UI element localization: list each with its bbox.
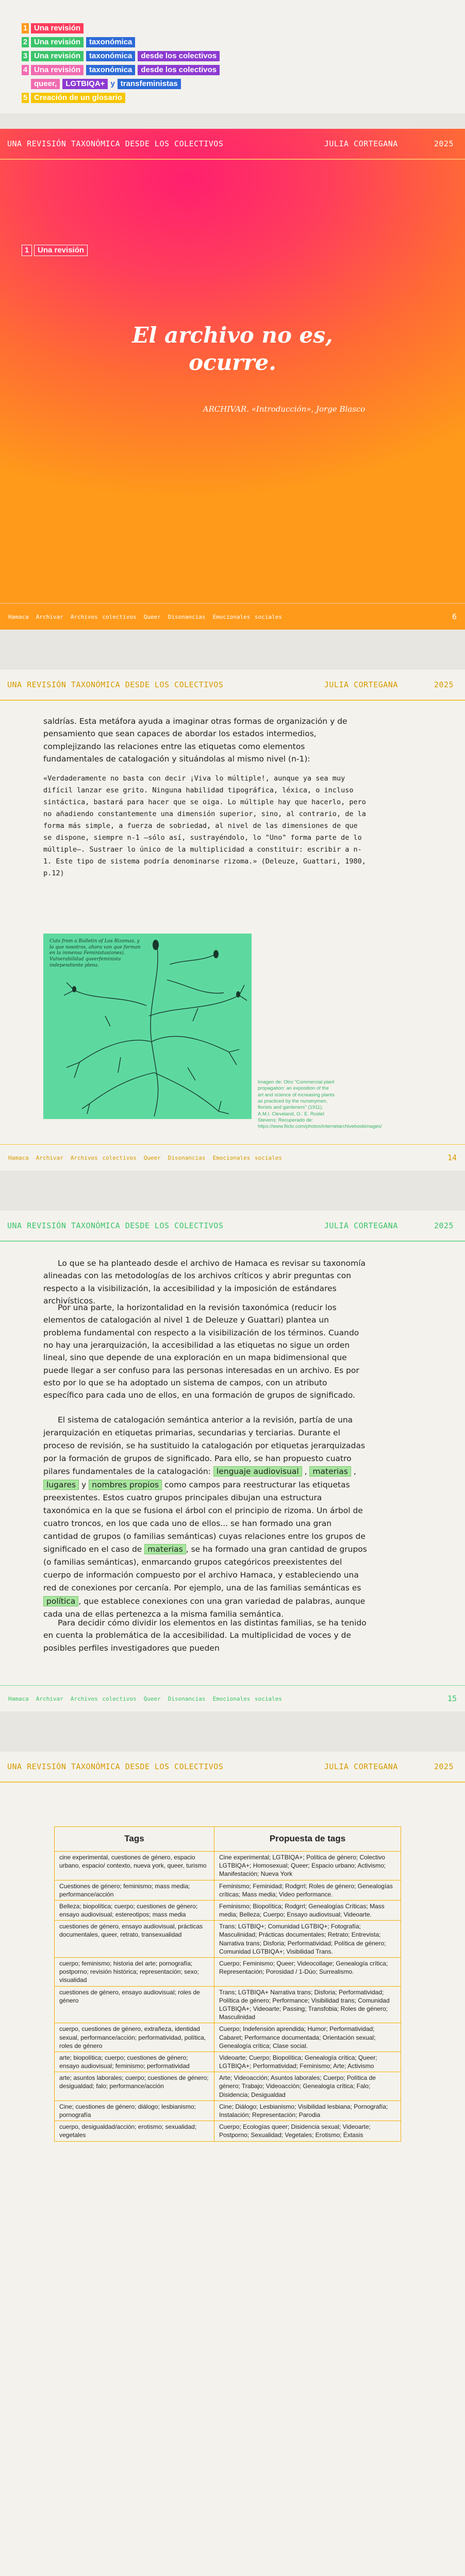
cell-original-tags: cuerpo, desigualdad/acción; erotismo; sexualidad; vegetales	[55, 2121, 214, 2141]
toc-tag: taxonómica	[86, 65, 135, 75]
chapter-title-line2: ocurre.	[189, 349, 276, 375]
page-header	[0, 670, 465, 700]
header-author: JULIA CORTEGANA	[324, 1221, 398, 1230]
rhizome-page	[0, 670, 465, 1171]
paragraph: Por una parte, la horizontalidad en la revisión taxonómica (reducir los elementos de catalogación al nivel 1 de Deleuze y Guattari) plantea un problema fundamental con respecto a la visibilización de los términos. Cuando no hay una jerarquización, la accesibilidad a las etiquetas no sigue un orden lineal, sino que depende de una exploración en un mapa bidimensional que puede llegar a ser confuso para las personas interesadas en un archivo. Es por esto por lo que se ha adoptado un sistema de campos, con un atributo específico para cada uno de ellos, en una formación de grupos de significado.	[43, 1303, 359, 1400]
table-row	[55, 1921, 401, 1958]
table-row	[55, 2023, 401, 2052]
cell-original-tags: cuestiones de género, ensayo audiovisual, prácticas documentales, queer, retrato, transexualidad	[55, 1921, 214, 1958]
paragraph: saldrías. Esta metáfora ayuda a imaginar otras formas de organización y de pensamiento que sean capaces de abordar los estados intermedios, complejizando las relaciones entre las etiquetas como elementos fundamentales de catalogación y situándolas al mismo nivel (n-1):	[43, 717, 347, 764]
page-number: 14	[447, 1153, 457, 1162]
header-year: 2025	[434, 1221, 454, 1230]
table-of-contents	[22, 22, 222, 105]
tags-table	[54, 1826, 401, 2142]
footer-link-archivar[interactable]: Archivar	[36, 1154, 63, 1161]
paragraph: Lo que se ha planteado desde el archivo de Hamaca es revisar su taxonomía alineadas con las metodologías de los archivos críticos y abrir preguntas con respecto a la visibilización, la accesibilidad y la imposición de estándares archivísticos.	[43, 1259, 366, 1306]
header-divider	[0, 1241, 465, 1242]
cell-proposed-tags: Cine; Diálogo; Lesbianismo; Visibilidad lesbiana; Pornografía; Instalación; Representación; Parodia	[214, 2100, 401, 2121]
header-author: JULIA CORTEGANA	[324, 139, 398, 148]
footer-link-archivos-colectivos[interactable]: Archivos colectivos	[70, 1154, 137, 1161]
cell-original-tags: cine experimental, cuestiones de género, espacio urbano, espacio/ contexto, nueva york, queer, turismo	[55, 1851, 214, 1880]
page-footer	[0, 1145, 465, 1171]
tag-lenguaje-audiovisual[interactable]: lenguaje audiovisual	[213, 1466, 302, 1477]
footer-link-hamaca[interactable]: Hamaca	[8, 1695, 29, 1702]
cell-proposed-tags: Feminismo; Feminidad; Rodgrrl; Roles de género; Genealogías críticas; Mass media; Video performance.	[214, 1880, 401, 1900]
cell-proposed-tags: Arte; Videoacción; Asuntos laborales; Cuerpo; Política de género; Trabajo; Videoacción; Genealogía crítica; Falo; Disidencia; Desigualdad	[214, 2072, 401, 2101]
toc-row[interactable]	[22, 22, 222, 35]
footer-link-emocionales[interactable]: Emocionales sociales	[212, 1695, 283, 1702]
text-run: , que establece conexiones con una gran variedad de palabras, aunque cada una de ellas pertenezca a la misma familia semántica.	[43, 1596, 366, 1619]
figure-caption: Imagen de: Otro "Commercial plant propagation: an exposition of the art and science of increasing plants as practiced by the nurserymen, florists and gardeners" (1911). A.M.I. Cleveland, O.: E. Rostel Stevens; Recuperado de: https://www.flickr.com/photos/internetarchivebookimages/	[258, 1079, 382, 1130]
block-quote: «Verdaderamente no basta con decir ¡Viva lo múltiple!, aunque ya sea muy difícil lanzar ese grito. Ninguna habilidad tipográfica, léxica, o incluso sintáctica, bastará para hacer que se oiga. Lo múltiple hay que hacerlo, pero no añadiendo constantemente una dimensión superior, sino, al contrario, de la forma más simple, a fuerza de sobriedad, al nivel de las dimensiones de que se dispone, siempre n-1 –sólo así, sustrayéndolo, lo "Uno" forma parte de lo múltiple–. Sustraer lo único de la multiplicidad a constituir: escribir a n-1. Este tipo de sistema podría denominarse rizoma.» (Deleuze, Guattari, 1980, p.12)	[43, 774, 366, 877]
header-author: JULIA CORTEGANA	[324, 680, 398, 689]
footer-link-emocionales[interactable]: Emocionales sociales	[212, 613, 283, 620]
cell-proposed-tags: Trans; LGTBIQ+; Comunidad LGTBIQ+; Fotografía; Masculinidad; Prácticas documentales; Retrato; Entrevista; Narrativa trans; Disforia; Performatividad; Política de género; Comunidad LGTBIQA+; Visibilidad Trans.	[214, 1921, 401, 1958]
cell-proposed-tags: Cuerpo; Ecologías queer; Disidencia sexual; Videoarte; Postporno; Sexualidad; Vegetales; Erotismo; Éxtasis	[214, 2121, 401, 2141]
chapter-badge	[22, 245, 88, 256]
toc-tag: queer,	[31, 79, 60, 89]
table-row	[55, 2072, 401, 2101]
cell-original-tags: cuerpo; feminismo; historia del arte; pornografía; postporno; revisión histórica; representación; sexo; visualidad	[55, 1958, 214, 1987]
cell-original-tags: cuestiones de género, ensayo audiovisual; roles de género	[55, 1986, 214, 2023]
toc-tag: Una revisión	[31, 51, 84, 61]
page-header	[0, 1211, 465, 1241]
cell-proposed-tags: Feminismo; Biopolítica; Rodgrrl; Genealogías Críticas; Mass media; Belleza; Cuerpo; Ensayo audiovisual; Videoarte.	[214, 1900, 401, 1920]
cell-original-tags: Cuestiones de género; feminismo; mass media; performance/acción	[55, 1880, 214, 1900]
column-header-proposal: Propuesta de tags	[214, 1827, 401, 1852]
taxonomy-text-page	[0, 1211, 465, 1711]
header-title: UNA REVISIÓN TAXONÓMICA DESDE LOS COLECTIVOS	[7, 1221, 224, 1230]
tag-materias[interactable]: materias	[309, 1466, 351, 1477]
chapter-citation: ARCHIVAR. «Introducción», Jorge Blasco	[203, 404, 366, 414]
table-row	[55, 1851, 401, 1880]
cell-original-tags: Belleza; biopolítica; cuerpo; cuestiones de género; ensayo audiovisual; estereotipos; mass media	[55, 1900, 214, 1920]
toc-tag: Una revisión	[31, 23, 84, 33]
page-footer	[0, 604, 465, 630]
text-run: El sistema de catalogación semántica anterior a la revisión, partía de una jerarquización en etiquetas primarias, secundarias y terciarias. Durante el proceso de revisión, se ha sustituido la catalogación por etiquetas jerarquizadas por la formación de grupos de significado. Para ello, se han propuesto cuatro pilares fundamentales de la catalogación:	[43, 1415, 366, 1477]
footer-link-archivar[interactable]: Archivar	[36, 1695, 63, 1702]
header-year: 2025	[434, 680, 454, 689]
page-header	[0, 129, 465, 159]
tag-lugares[interactable]: lugares	[43, 1480, 79, 1490]
table-row	[55, 2121, 401, 2141]
table-row	[55, 1900, 401, 1920]
header-divider	[0, 700, 465, 701]
toc-tag: desde los colectivos	[138, 51, 220, 61]
footer-link-queer[interactable]: Queer	[143, 1154, 161, 1161]
table-row	[55, 2052, 401, 2072]
table-row	[55, 1880, 401, 1900]
table-body	[55, 1851, 401, 2141]
page-number: 6	[452, 612, 457, 621]
toc-row[interactable]	[22, 49, 222, 62]
footer-link-hamaca[interactable]: Hamaca	[8, 1154, 29, 1161]
header-title: UNA REVISIÓN TAXONÓMICA DESDE LOS COLECTIVOS	[7, 1762, 224, 1771]
footer-link-hamaca[interactable]: Hamaca	[8, 613, 29, 620]
header-year: 2025	[434, 1762, 454, 1771]
toc-number: 2	[22, 37, 29, 47]
toc-row[interactable]	[22, 63, 222, 76]
page-number: 15	[447, 1694, 457, 1703]
header-title: UNA REVISIÓN TAXONÓMICA DESDE LOS COLECTIVOS	[7, 680, 224, 689]
cell-original-tags: arte; asuntos laborales; cuerpo; cuestiones de género; desigualdad; falo; performance/acción	[55, 2072, 214, 2101]
footer-links	[8, 614, 452, 620]
tag-politica[interactable]: política	[43, 1596, 78, 1606]
table-row	[55, 2100, 401, 2121]
footer-link-archivar[interactable]: Archivar	[36, 613, 63, 620]
footer-link-disonancias[interactable]: Disonancias	[168, 613, 206, 620]
paragraph-highlights: El sistema de catalogación semántica anterior a la revisión, partía de una jerarquización en etiquetas primarias, secundarias y terciarias. Durante el proceso de revisión, se ha sustituido la catalogación por etiquetas jerarquizadas por la formación de grupos de significado. Para ello, se han propuesto cuatro pilares fundamentales de la catalogación: lenguaje audiovisual , materias , lugares y nombres propios como campos para reestructurar las etiquetas preexistentes. Estos cuatro grupos principales dibujan una estructura taxonómica en la que se fusiona el árbol con el principio de rizoma. Un árbol de cuatro troncos, en los que cada uno de ellos... se han formado una gran cantidad de grupos (o familias semánticas) cuyas relaciones entre los grupos de significado en el caso de materias , se ha formado una gran cantidad de grupos (o familias semánticas), enmarcando grupos categóricos preexistentes del cuerpo de información compuesto por el archivo Hamaca, y estableciendo una red de conexiones por cercanía. Por ejemplo, una de las familias semánticas es política , que establece conexiones con una gran variedad de palabras, aunque cada una de ellas pertenezca a la misma familia semántica.	[43, 1415, 367, 1619]
text-run: , se ha formado una gran cantidad de grupos (o familias semánticas), enmarcando grupos categóricos preexistentes del cuerpo de información compuesto por el archivo Hamaca, y estableciendo una red de conexiones por cercanía. Por ejemplo, una de las familias semánticas es	[43, 1545, 367, 1593]
footer-link-queer[interactable]: Queer	[143, 613, 161, 620]
rhizome-illustration	[43, 934, 252, 1119]
toc-tag: Una revisión	[31, 65, 84, 75]
tag-nombres-propios[interactable]: nombres propios	[89, 1480, 162, 1490]
chapter-title-line1: El archivo no es,	[132, 323, 333, 348]
toc-tag: Creación de un glosario	[31, 93, 125, 103]
toc-row[interactable]	[22, 77, 222, 90]
cell-proposed-tags: Videoarte; Cuerpo; Biopolítica; Genealogía crítica; Queer; LGTBIQA+; Performatividad; Feminismo; Arte; Activismo	[214, 2052, 401, 2072]
toc-number: 5	[22, 93, 29, 103]
footer-link-disonancias[interactable]: Disonancias	[168, 1154, 206, 1161]
footer-links	[8, 1696, 447, 1702]
header-divider	[0, 1782, 465, 1783]
rhizome-drawing	[43, 934, 252, 1119]
toc-row[interactable]	[22, 36, 222, 48]
toc-tag: transfeministas	[118, 79, 181, 89]
page-header	[0, 1752, 465, 1782]
toc-tag: desde los colectivos	[138, 65, 220, 75]
footer-link-archivos-colectivos[interactable]: Archivos colectivos	[70, 613, 137, 620]
figure-inset-text: Cuts from a Bulletin of Los Rizomas, y lo que nosotros, ahora van que forman en la inmensa Feministas(ones). Vulnerabilidad queerfeminista independiente plena.	[49, 939, 141, 968]
cell-original-tags: cuerpo, cuestiones de género, extrañeza, identidad sexual, performance/acción; performatividad, política, roles de género	[55, 2023, 214, 2052]
tag-materias-2[interactable]: materias	[144, 1544, 186, 1554]
paragraph: Para decidir cómo dividir los elementos en las distintas familias, se ha tenido en cuenta la problemática de la accesibilidad. La multiplicidad de voces y de posibles perfiles investigadores que pueden	[43, 1618, 367, 1653]
toc-number: 1	[22, 23, 29, 33]
cell-proposed-tags: Cine experimental; LGTBIQA+; Política de género; Colectivo LGTBIQA+; Homosexual; Queer; Espacio urbano; Activismo; Manifestación; Nueva York	[214, 1851, 401, 1880]
header-author: JULIA CORTEGANA	[324, 1762, 398, 1771]
toc-tag: LGTBIQA+	[62, 79, 108, 89]
chapter-number: 1	[22, 245, 32, 256]
toc-connector: y	[110, 79, 115, 88]
toc-tag: taxonómica	[86, 51, 135, 61]
cell-original-tags: arte; biopolítica; cuerpo; cuestiones de género; ensayo audiovisual; feminismo; performatividad	[55, 2052, 214, 2072]
footer-link-archivos-colectivos[interactable]: Archivos colectivos	[70, 1695, 137, 1702]
cell-proposed-tags: Cuerpo; Indefensión aprendida; Humor; Performatividad; Cabaret; Performance documentada; Orientación sexual; Genealogía crítica; Clase social.	[214, 2023, 401, 2052]
toc-number	[22, 79, 29, 89]
text-run: como campos para reestructurar las etiquetas preexistentes. Estos cuatro grupos principales dibujan una estructura taxonómica en la que se fusiona el árbol con el principio de rizoma. Un árbol de cuatro troncos, en los que cada uno de ellos... se han formado una gran cantidad de grupos (o familias semánticas) cuyas relaciones entre los grupos de significado en el caso de	[43, 1480, 366, 1554]
table-row	[55, 1986, 401, 2023]
table-row	[55, 1958, 401, 1987]
toc-tag: taxonómica	[86, 37, 135, 47]
chapter-cover-page	[0, 129, 465, 630]
cell-proposed-tags: Trans; LGTBIQA+ Narrativa trans; Disforia; Performatividad; Política de género; Performance; Visibilidad trans; Comunidad LGTBIQA+; Videoarte; Passing; Transfobia; Roles de género; Masculinidad	[214, 1986, 401, 2023]
footer-links	[8, 1155, 447, 1161]
tags-table-page	[0, 1752, 465, 2576]
footer-link-disonancias[interactable]: Disonancias	[168, 1695, 206, 1702]
page-footer	[0, 1686, 465, 1711]
footer-link-emocionales[interactable]: Emocionales sociales	[212, 1154, 283, 1161]
header-year: 2025	[434, 139, 454, 148]
toc-number: 3	[22, 51, 29, 61]
cell-proposed-tags: Cuerpo; Feminismo; Queer; Videocollage; Genealogía crítica; Representación; Porosidad / 1-Dúo; Surrealismo.	[214, 1958, 401, 1987]
toc-page	[0, 0, 465, 113]
header-title: UNA REVISIÓN TAXONÓMICA DESDE LOS COLECTIVOS	[7, 139, 224, 148]
header-divider	[0, 159, 465, 160]
toc-number: 4	[22, 65, 29, 75]
chapter-label: Una revisión	[34, 245, 88, 256]
column-header-tags: Tags	[55, 1827, 214, 1852]
cell-original-tags: Cine; cuestiones de género; diálogo; lesbianismo; pornografía	[55, 2100, 214, 2121]
toc-row[interactable]	[22, 91, 222, 104]
toc-tag: Una revisión	[31, 37, 84, 47]
footer-link-queer[interactable]: Queer	[143, 1695, 161, 1702]
